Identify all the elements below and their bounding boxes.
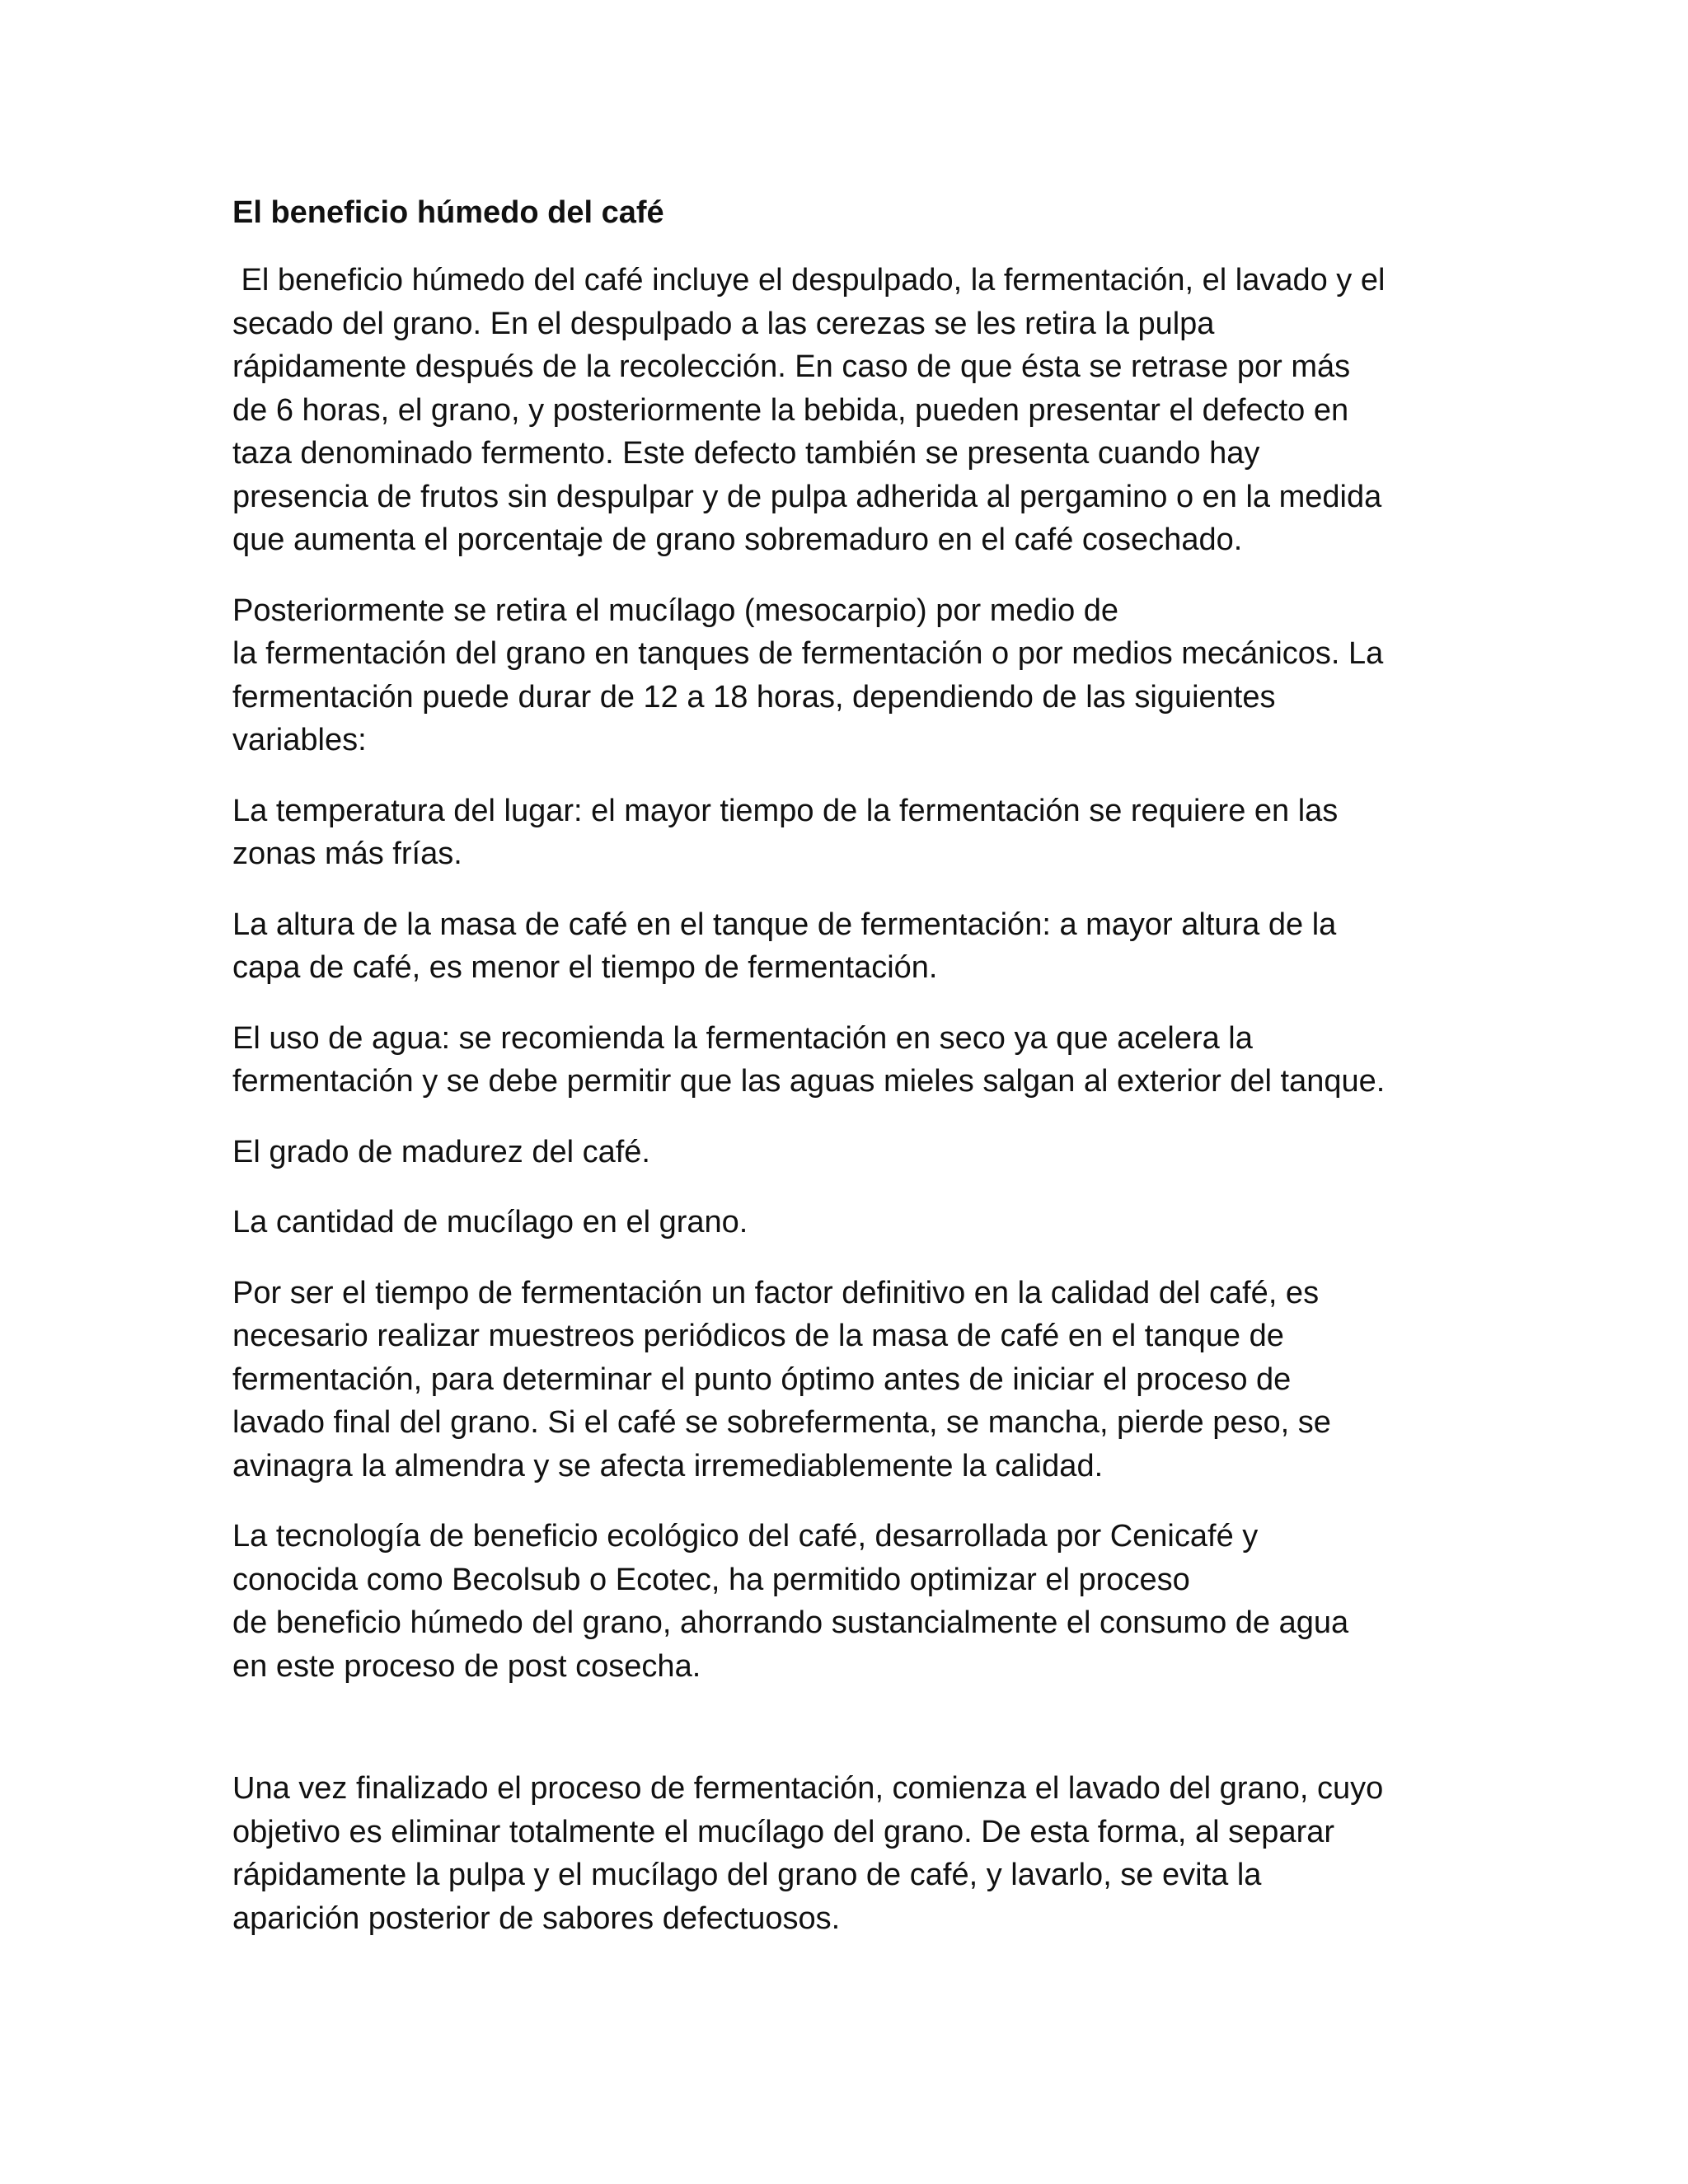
paragraph-mucilago bbox=[232, 589, 1469, 762]
text-line: aparición posterior de sabores defectuosos. bbox=[232, 1900, 841, 1936]
text-line: objetivo es eliminar totalmente el mucílago del grano. De esta forma, al separar bbox=[232, 1814, 1335, 1849]
text-line: de 6 horas, el grano, y posteriormente la bebida, pueden presentar el defecto en bbox=[232, 392, 1349, 428]
paragraph-intro bbox=[232, 259, 1469, 562]
text-line: presencia de frutos sin despulpar y de pulpa adherida al pergamino o en la medida bbox=[232, 479, 1382, 514]
paragraph-altura bbox=[232, 903, 1469, 990]
document-title: El beneficio húmedo del café bbox=[232, 195, 664, 230]
text-line: rápidamente la pulpa y el mucílago del grano de café, y lavarlo, se evita la bbox=[232, 1858, 1262, 1892]
paragraph-tiempo bbox=[232, 1272, 1469, 1488]
text-line: fermentación, para determinar el punto óptimo antes de iniciar el proceso de bbox=[232, 1361, 1292, 1397]
text-line: El grado de madurez del café. bbox=[232, 1134, 650, 1169]
text-line: capa de café, es menor el tiempo de fermentación. bbox=[232, 950, 938, 985]
text-line: lavado final del grano. Si el café se sobrefermenta, se mancha, pierde peso, se bbox=[232, 1405, 1331, 1440]
text-line: la fermentación del grano en tanques de fermentación o por medios mecánicos. La bbox=[232, 636, 1384, 671]
text-line: conocida como Becolsub o Ecotec, ha permitido optimizar el proceso bbox=[232, 1562, 1190, 1597]
text-line: La altura de la masa de café en el tanque de fermentación: a mayor altura de la bbox=[232, 907, 1337, 942]
paragraph-madurez bbox=[232, 1131, 1469, 1174]
text-line: fermentación puede durar de 12 a 18 horas, dependiendo de las siguientes bbox=[232, 679, 1276, 715]
text-line: rápidamente después de la recolección. En caso de que ésta se retrase por más bbox=[232, 349, 1351, 384]
text-line: necesario realizar muestreos periódicos de la masa de café en el tanque de bbox=[232, 1319, 1284, 1353]
text-line: en este proceso de post cosecha. bbox=[232, 1648, 701, 1684]
text-line: secado del grano. En el despulpado a las cerezas se les retira la pulpa bbox=[232, 306, 1215, 341]
paragraph-tecnologia bbox=[232, 1515, 1469, 1688]
text-line: taza denominado fermento. Este defecto también se presenta cuando hay bbox=[232, 436, 1260, 471]
text-line: que aumenta el porcentaje de grano sobremaduro en el café cosechado. bbox=[232, 523, 1243, 557]
paragraph-lavado bbox=[232, 1767, 1469, 1940]
text-line: Posteriormente se retira el mucílago (mesocarpio) por medio de bbox=[232, 593, 1119, 628]
text-line: El uso de agua: se recomienda la fermentación en seco ya que acelera la bbox=[232, 1020, 1253, 1056]
text-line: de beneficio húmedo del grano, ahorrando sustancialmente el consumo de agua bbox=[232, 1605, 1349, 1640]
text-line: fermentación y se debe permitir que las aguas mieles salgan al exterior del tanque. bbox=[232, 1064, 1386, 1099]
document-page bbox=[232, 191, 1469, 1967]
paragraph-temperatura bbox=[232, 790, 1469, 876]
text-line: El beneficio húmedo del café incluye el despulpado, la fermentación, el lavado y el bbox=[232, 263, 1386, 298]
text-line: La tecnología de beneficio ecológico del café, desarrollada por Cenicafé y bbox=[232, 1519, 1259, 1554]
text-line: variables: bbox=[232, 723, 367, 757]
text-line: avinagra la almendra y se afecta irremediablemente la calidad. bbox=[232, 1448, 1104, 1483]
text-line: La temperatura del lugar: el mayor tiempo de la fermentación se requiere en las bbox=[232, 793, 1339, 828]
paragraph-agua bbox=[232, 1017, 1469, 1104]
text-line: Una vez finalizado el proceso de fermentación, comienza el lavado del grano, cuyo bbox=[232, 1771, 1384, 1806]
paragraph-cantidad bbox=[232, 1201, 1469, 1244]
text-line: La cantidad de mucílago en el grano. bbox=[232, 1205, 748, 1240]
text-line: zonas más frías. bbox=[232, 837, 462, 871]
text-line: Por ser el tiempo de fermentación un factor definitivo en la calidad del café, es bbox=[232, 1275, 1320, 1310]
